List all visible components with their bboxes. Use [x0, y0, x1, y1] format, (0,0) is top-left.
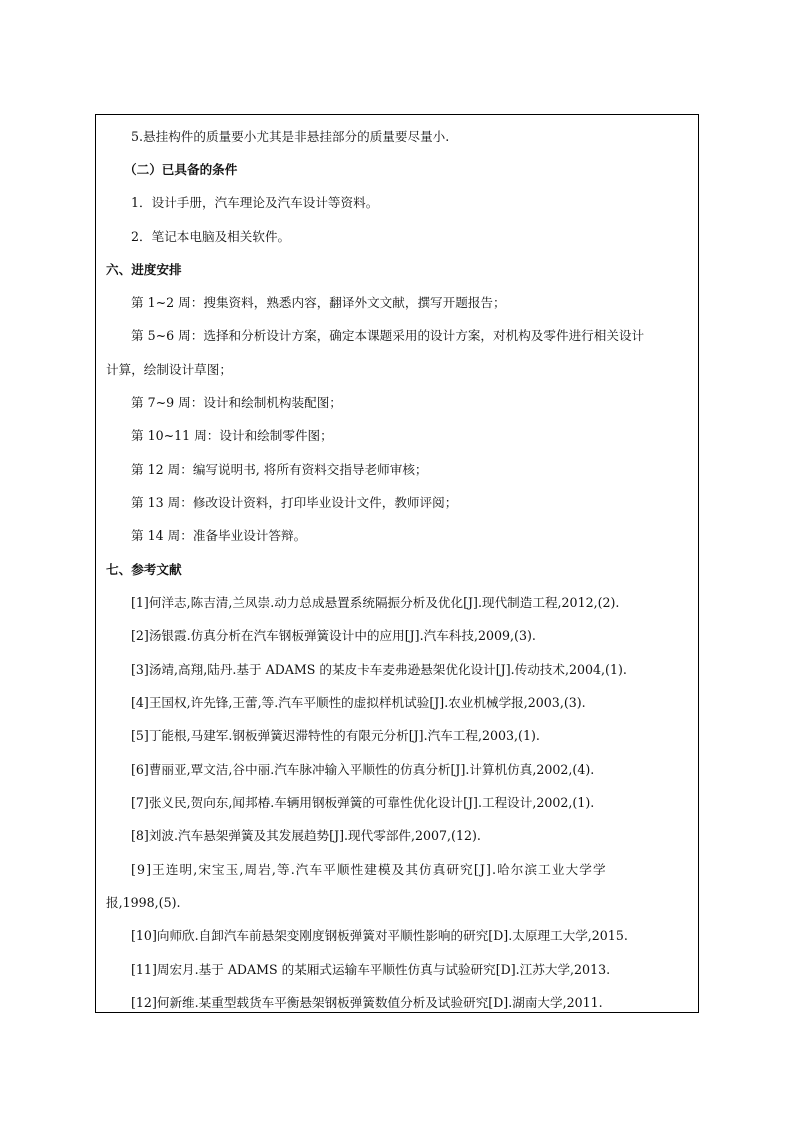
schedule-item: 第 14 周：准备毕业设计答辩。	[131, 528, 307, 543]
schedule-item: 第 12 周：编写说明书, 将所有资料交指导老师审核；	[131, 462, 428, 477]
reference-item-continued: 报,1998,(5).	[106, 895, 181, 910]
reference-item: [2]汤银霞.仿真分析在汽车钢板弹簧设计中的应用[J].汽车科技,2009,(3).	[131, 628, 536, 643]
references-heading: 七、参考文献	[106, 562, 182, 577]
schedule-item-continued: 计算，绘制设计草图；	[106, 362, 232, 377]
conditions-heading: （二）已具备的条件	[124, 162, 238, 177]
reference-item: [3]汤靖,高翔,陆丹.基于 ADAMS 的某皮卡车麦弗逊悬架优化设计[J].传动技术,2004,(1).	[131, 662, 627, 677]
reference-item: [11]周宏月.基于 ADAMS 的某厢式运输车平顺性仿真与试验研究[D].江苏大学,2013.	[131, 962, 611, 977]
schedule-item: 第 7~9 周：设计和绘制机构装配图；	[131, 395, 342, 410]
reference-item: [9]王连明,宋宝玉,周岩,等.汽车平顺性建模及其仿真研究[J].哈尔滨工业大学学	[131, 862, 607, 877]
reference-item: [10]向师欣.自卸汽车前悬架变刚度钢板弹簧对平顺性影响的研究[D].太原理工大学,2015.	[131, 928, 628, 943]
schedule-heading: 六、进度安排	[106, 262, 182, 277]
schedule-item: 第 5~6 周：选择和分析设计方案，确定本课题采用的设计方案，对机构及零件进行相关设计	[131, 328, 645, 343]
reference-item: [6]曹丽亚,覃文洁,谷中丽.汽车脉冲输入平顺性的仿真分析[J].计算机仿真,2002,(4).	[131, 762, 595, 777]
reference-item: [12]何新维.某重型载货车平衡悬架钢板弹簧数值分析及试验研究[D].湖南大学,2011.	[131, 995, 603, 1010]
reference-item: [5]丁能根,马建军.钢板弹簧迟滞特性的有限元分析[J].汽车工程,2003,(1).	[131, 728, 540, 743]
reference-item: [7]张义民,贺向东,闻邦椿.车辆用钢板弹簧的可靠性优化设计[J].工程设计,2002,(1).	[131, 795, 595, 810]
requirement-item-5: 5.悬挂构件的质量要小尤其是非悬挂部分的质量要尽量小.	[131, 129, 450, 144]
reference-item: [4]王国权,许先锋,王蕾,等.汽车平顺性的虚拟样机试验[J].农业机械学报,2003,(3).	[131, 695, 586, 710]
schedule-item: 第 1~2 周：搜集资料，熟悉内容，翻译外文文献，撰写开题报告；	[131, 295, 506, 310]
condition-item: 1．设计手册，汽车理论及汽车设计等资料。	[131, 195, 379, 210]
condition-item: 2．笔记本电脑及相关软件。	[131, 229, 291, 244]
schedule-item: 第 10~11 周：设计和绘制零件图；	[131, 428, 333, 443]
content-table-cell	[95, 114, 699, 1013]
reference-item: [1]何洋志,陈吉清,兰凤崇.动力总成悬置系统隔振分析及优化[J].现代制造工程,2012,(2).	[131, 595, 620, 610]
schedule-item: 第 13 周：修改设计资料，打印毕业设计文件，教师评阅；	[131, 495, 458, 510]
reference-item: [8]刘波.汽车悬架弹簧及其发展趋势[J].现代零部件,2007,(12).	[131, 828, 481, 843]
